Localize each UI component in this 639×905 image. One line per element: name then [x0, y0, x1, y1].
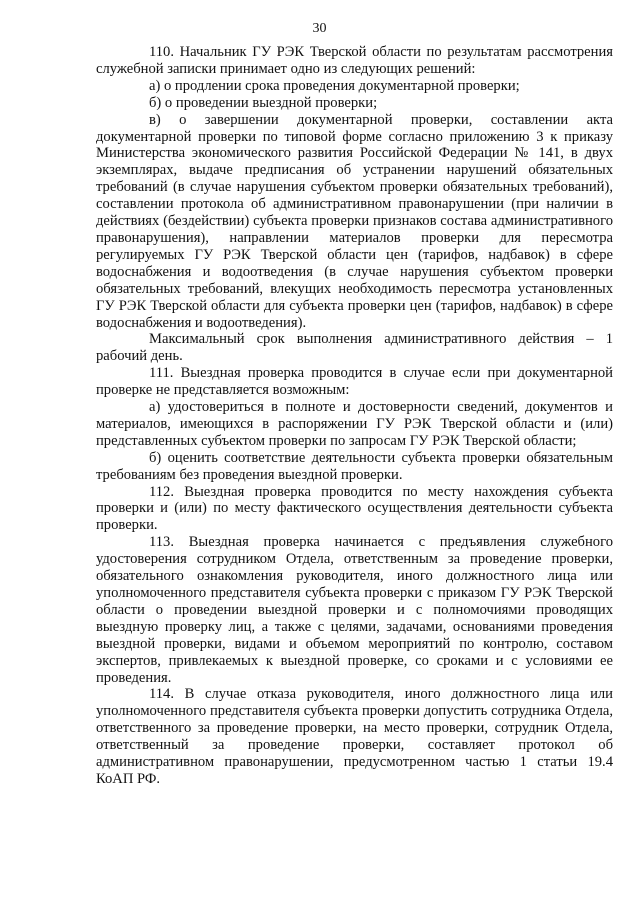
paragraph-114: 114. В случае отказа руководителя, иного должностного лица или уполномоченного представителя субъекта проверки допустить сотрудника Отдела, ответственного за проведение проверки, на место проверки, сотрудник Отдела, ответственный за проведение проверки, составляет протокол об административном правонарушении, предусмотренном частью 1 статьи 19.4 КоАП РФ. — [96, 686, 613, 787]
paragraph-110: 110. Начальник ГУ РЭК Тверской области по результатам рассмотрения служебной записки принимает одно из следующих решений: — [96, 44, 613, 77]
paragraph-113: 113. Выездная проверка начинается с предъявления служебного удостоверения сотрудником Отдела, ответственным за проведение проверки, обязательного ознакомления руководителя, иного должностного лица или уполномоченного представителя субъекта проверки с приказом ГУ РЭК Тверской области о проведении выездной проверки и с полномочиями проводящих выездную проверку лиц, а также с целями, задачами, основаниями проведения выездной проверки, видами и объемом мероприятий по контролю, составом экспертов, привлекаемых к выездной проверке, со сроками и с условиями ее проведения. — [96, 534, 613, 686]
list-item-110-a: а) о продлении срока проведения документарной проверки; — [149, 77, 520, 94]
paragraph-112: 112. Выездная проверка проводится по месту нахождения субъекта проверки и (или) по месту фактического осуществления деятельности субъекта проверки. — [96, 483, 613, 534]
list-item-110-b: б) о проведении выездной проверки; — [149, 94, 378, 111]
list-item-111-a: а) удостовериться в полноте и достоверности сведений, документов и материалов, имеющихся в распоряжении ГУ РЭК Тверской области и (или) представленных субъектом проверки по запросам ГУ РЭК Тверской области; — [96, 399, 613, 449]
paragraph-111: 111. Выездная проверка проводится в случае если при документарной проверке не представляется возможным: — [96, 365, 613, 399]
list-item-111-b: б) оценить соответствие деятельности субъекта проверки обязательным требованиям без проведения выездной проверки. — [96, 449, 613, 483]
list-item-110-v: в) о завершении документарной проверки, составлении акта документарной проверки по типовой форме согласно приложению 3 к приказу Министерства экономического развития Российской Федерации № 141, в двух экземплярах, выдаче предписания об устранении нарушений обязательных требований (в случае нарушения субъектом проверки обязательных требований), составлении протокола об административном правонарушении (при наличии в действиях (бездействии) субъекта проверки признаков состава административного правонарушения), направлении материалов проверки для пересмотра регулируемых ГУ РЭК Тверской области цен (тарифов, надбавок) в сфере водоснабжения и водоотведения (в случае нарушения субъектом проверки обязательных требований, влекущих необходимость пересмотра установленных ГУ РЭК Тверской области для субъекта проверки цен (тарифов, надбавок) в сфере водоснабжения и водоотведения). — [96, 111, 613, 331]
page-number: 30 — [312, 21, 327, 36]
paragraph-max-term: Максимальный срок выполнения административного действия – 1 рабочий день. — [96, 331, 613, 365]
document-body — [96, 44, 613, 788]
